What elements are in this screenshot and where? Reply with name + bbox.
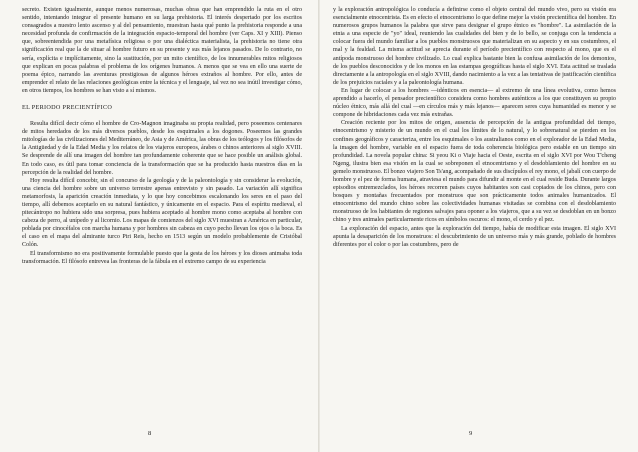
left-page	[22, 6, 302, 426]
section-heading: EL PERIODO PRECIENTÍFICO	[22, 104, 113, 112]
left-paragraph-1: secreto. Existen igualmente, aunque menos numerosas, muchas obras que han emprendido la ruta en el otro sentido, intentando integrar el presente humano en su larga prehistoria. El interés despertado por los escritos consagrados a nuestro lento ascenso y al del pensamiento, muestran hasta qué punto la prehistoria responde a una necesidad profunda de confirmación de la integración espacio-temporal del hombre (ver Caps. XI y XIII). Pienso que, sobreentendida por una metafísica religiosa o por una dialéctica materialista, la prehistoria no tiene otra significación real que la de situar al hombre futuro en su presente y sus más lejanos pasados. De lo contrario, no sería, explícita e implícitamente, sino la sustitución, por un mito científico, de los innumerables mitos religiosos que explican en pocas palabras el problema de los orígenes humanos. A menos que se vea en ello una suerte de poema épico, narrando las aventuras prestigiosas de algunos héroes extraños al hombre. Por ello, antes de emprender el relato de las relaciones geológicas entre la técnica y el lenguaje, tal vez no sea inútil investigar cómo, en otros tiempos, los hombres se han visto a sí mismos.	[22, 7, 302, 94]
right-paragraph-2: En lugar de colocar a los hombres —idénticos en esencia— al extremo de una línea evolutiva, como hemos aprendido a hacerlo, el pensador precientífico considera como hombres auténticos a los que constituyen su propio núcleo étnico, más allá del cual —en círculos más y más lejanos— aparecen seres cuya humanidad es menor y se compone de hibridaciones cada vez más extrañas.	[333, 87, 616, 119]
left-paragraph-4: El transformismo no era positivamente formulable puesto que la gesta de los héroes y los dioses animaba toda transformación. El filósofo entrevea las fronteras de la fábula en el extremo campo de su experiencia	[22, 250, 302, 265]
right-paragraph-3: Creación reciente por los mitos de origen, ausencia de percepción de la antigua profundidad del tiempo, etnocentrismo y misterio de un mundo en el cual los límites de lo natural, y lo sobrenatural se pierden en los confines geográficos y caracteriza, entre los esquimales o los australianos como en el explorador de la Edad Media, la imagen del hombre, variable en el espacio fuera de toda coherencia biológica pero estable en un tiempo sin profundidad. La novela popular china: Si yeou Ki o Viaje hacia el Oeste, escrita en el siglo XVI por Wou T'cheng Ngeng, ilustra bien esa visión en la cual se sobreponen el etnocentrismo y el desdoblamiento del hombre en su gemelo monstruoso. El bonzo viajero Son Ts'ang, acompañado de sus discípulos el rey mono, el jabalí con cuerpo de hombre y el pez de forma humana, atraviesa el mundo para difundir al monte en el cual reside Buda. Durante largos episodios entremezclados, los héroes recorren países cuyos habitantes son casi copiados de los chinos, pero con bosques y montañas frecuentados por monstruos que son prácticamente todos animales humanizados. El etnocentrismo del mundo chino sobre las colectividades humanas visitadas se combina con el desdoblamiento monstruoso de los habitantes de regiones salvajes para oponer a los viajeros, que a su vez se desdoblan en un bonzo chino y tres animales particularmente ricos en símbolos oscuros: el mono, el cerdo y el pez.	[333, 120, 616, 224]
right-paragraph-4: La exploración del espacio, antes que la exploración del tiempo, había de modificar esta imagen. El siglo XVI apunta la desaparición de los monstruos: el descubrimiento de un universo más y más grande, poblado de hombres diferentes por el color o por las costumbres, pero de	[333, 225, 616, 248]
right-paragraph-1: y la exploración antropológica lo conducía a definirse como el objeto central del mundo vivo, pero su visión era esencialmente etnocentrista. Es en efecto el etnocentrismo lo que define mejor la visión precientífica del hombre. En numerosos grupos humanos la palabra que sirve para designar el grupo étnico es "hombre". La asimilación de la etnia a una especie de "yo" ideal, reuniendo las cualidades del bien y de lo bello, se conjuga con la tendencia a colocar fuera del mundo familiar a los pueblos monstruosos que materializan en su aspecto y en sus costumbres, el mal y la fealdad. La misma actitud se aprecia durante el período precientífico con respecto al mono, que es el antípoda monstruoso del hombre civilizado. Lo cual explica bastante bien la confusa asimilación de los demonios, de los pueblos desconocidos y de los monos en las estampas geográficas hasta el siglo XVI. Esta actitud se traslada directamente a la antropología en el siglo XVIII, dando nacimiento a la vez a las tentativas de justificación científica de los prejuicios raciales y a la paleontología humana.	[333, 7, 616, 86]
left-paragraph-2: Resulta difícil decir cómo el hombre de Cro-Magnon imaginaba su propia realidad, pero poseemos centenares de mitos heredados de los más diversos pueblos, desde los esquimales a los dogones. Poseemos las grandes mitologías de las civilizaciones del Mediterráneo, de Asia y de América, las obras de los teólogos y los filósofos de la Antigüedad y de la Edad Media y los relatos de los viajeros europeos, árabes o chinos anteriores al siglo XVIII. Se desprende de allí una imagen del hombre tan profundamente coherente que se hace posible un análisis global. En todo caso, es útil para tomar conciencia de la transformación que se ha producido hasta nuestros días en la percepción de la realidad del hombre.	[22, 121, 302, 176]
book-gutter	[318, 0, 320, 452]
left-page-number: 8	[148, 430, 152, 437]
right-page	[333, 6, 616, 426]
left-paragraph-3: Hoy resulta difícil concebir, sin el concurso de la geología y de la paleontología y sin considerar la evolución, una ciencia del hombre sobre un universo terrestre apenas entrevisto y sin pasado. La variación allí significa metamorfosis, la aparición creación inmediata, y lo que hoy concebimos escalonando los seres en el paso del tiempo, allí debemos aceptarlo en su natural fantástico, y únicamente en el espacio. Para el espíritu medieval, el pitecántropo no hubiera sido una sorpresa, pues hubiera aceptado al hombre mono como aceptaba al hombre con cabeza de perro, al unípedo y al licornio. Los mapas de comienzos del siglo XVI muestran a América en particular, poblada por cinocéfalos con marcha humana y por hombres sin cabeza en cuyo pecho llevan los ojos o la boca. Es el caso en el mapa del almirante turco Piri Reis, hecho en 1513 según un modelo probablemente de Cristóbal Colón.	[22, 177, 302, 249]
right-page-number: 9	[469, 430, 473, 437]
